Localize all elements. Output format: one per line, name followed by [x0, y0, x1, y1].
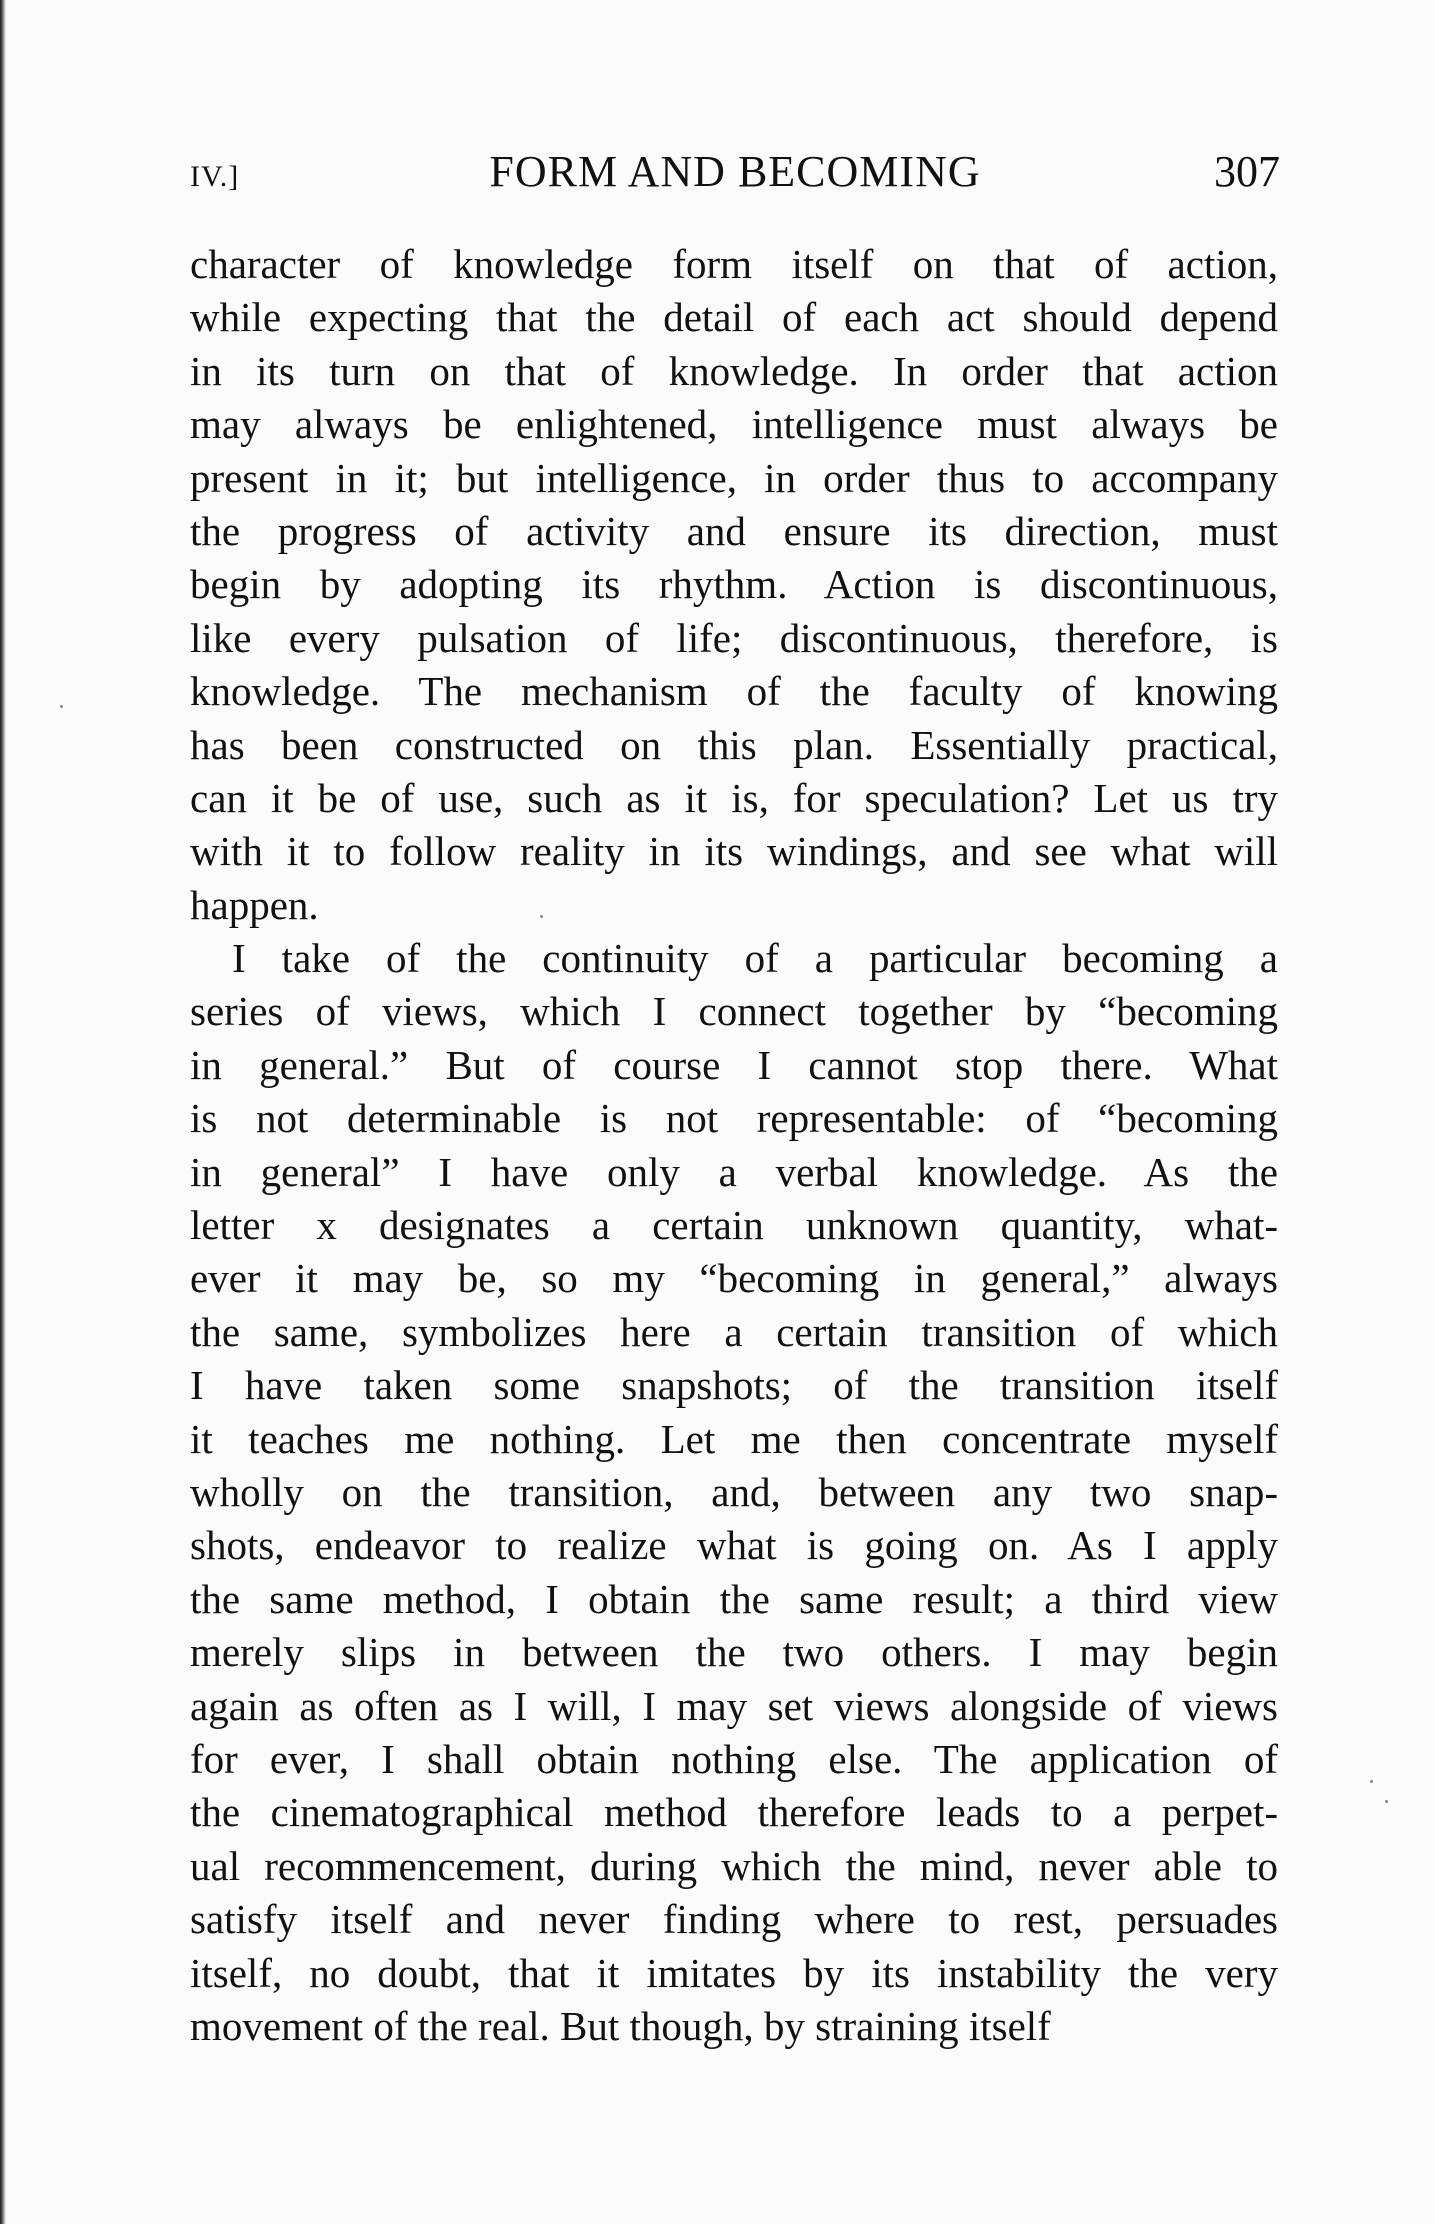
text-line: like every pulsation of life; discontinuous, therefore, is: [190, 614, 1278, 661]
paper-speck: [1385, 1800, 1388, 1803]
text-line: in general.” But of course I cannot stop there. What: [190, 1041, 1278, 1088]
text-line: ual recommencement, during which the mind, never able to: [190, 1842, 1278, 1889]
text-line: shots, endeavor to realize what is going on. As I apply: [190, 1522, 1278, 1569]
page-number: 307: [1214, 147, 1280, 196]
text-line: may always be enlightened, intelligence must always be: [190, 401, 1278, 448]
paper-speck: [60, 705, 63, 708]
text-line: satisfy itself and never finding where to rest, persuades: [190, 1896, 1278, 1943]
running-header: [190, 140, 1280, 200]
text-line: happen.: [190, 881, 319, 928]
text-line: I take of the continuity of a particular becoming a: [232, 935, 1278, 982]
paper-speck: [540, 915, 543, 918]
paper-speck: [1370, 1780, 1373, 1783]
text-line: with it to follow reality in its windings, and see what will: [190, 828, 1278, 875]
chapter-number: IV.]: [190, 160, 240, 193]
text-line: the same method, I obtain the same result; a third view: [190, 1575, 1278, 1622]
text-line: for ever, I shall obtain nothing else. The application of: [190, 1735, 1278, 1782]
body-text: [190, 238, 1278, 2053]
text-line: the cinematographical method therefore leads to a perpet-: [190, 1789, 1278, 1836]
text-line: the same, symbolizes here a certain transition of which: [190, 1308, 1278, 1355]
text-line: begin by adopting its rhythm. Action is discontinuous,: [190, 561, 1278, 608]
paragraph-2: [190, 932, 1278, 2053]
text-line: movement of the real. But though, by straining itself: [190, 2002, 1051, 2049]
page-edge-shadow: [0, 0, 6, 2224]
running-title: FORM AND BECOMING: [489, 147, 981, 196]
text-line: in its turn on that of knowledge. In order that action: [190, 347, 1278, 394]
text-line: has been constructed on this plan. Essentially practical,: [190, 721, 1278, 768]
text-line: character of knowledge form itself on that of action,: [190, 241, 1278, 287]
text-line: it teaches me nothing. Let me then concentrate myself: [190, 1415, 1278, 1462]
text-line: can it be of use, such as it is, for speculation? Let us try: [190, 774, 1278, 821]
text-line: series of views, which I connect together by “becoming: [190, 988, 1278, 1035]
text-line: knowledge. The mechanism of the faculty of knowing: [190, 668, 1278, 715]
paragraph-1: [190, 238, 1278, 932]
text-line: letter x designates a certain unknown quantity, what-: [190, 1202, 1278, 1249]
text-line: in general” I have only a verbal knowledge. As the: [190, 1148, 1278, 1195]
text-line: present in it; but intelligence, in order thus to accompany: [190, 454, 1278, 501]
text-line: merely slips in between the two others. I may begin: [190, 1629, 1278, 1676]
text-line: wholly on the transition, and, between any two snap-: [190, 1468, 1278, 1515]
text-line: again as often as I will, I may set views alongside of views: [190, 1682, 1278, 1729]
text-line: itself, no doubt, that it imitates by its instability the very: [190, 1949, 1278, 1996]
text-line: is not determinable is not representable: of “becoming: [190, 1095, 1278, 1142]
text-line: ever it may be, so my “becoming in general,” always: [190, 1255, 1278, 1302]
text-line: the progress of activity and ensure its direction, must: [190, 507, 1278, 554]
text-line: while expecting that the detail of each act should depend: [190, 294, 1278, 341]
text-line: I have taken some snapshots; of the transition itself: [190, 1362, 1278, 1409]
